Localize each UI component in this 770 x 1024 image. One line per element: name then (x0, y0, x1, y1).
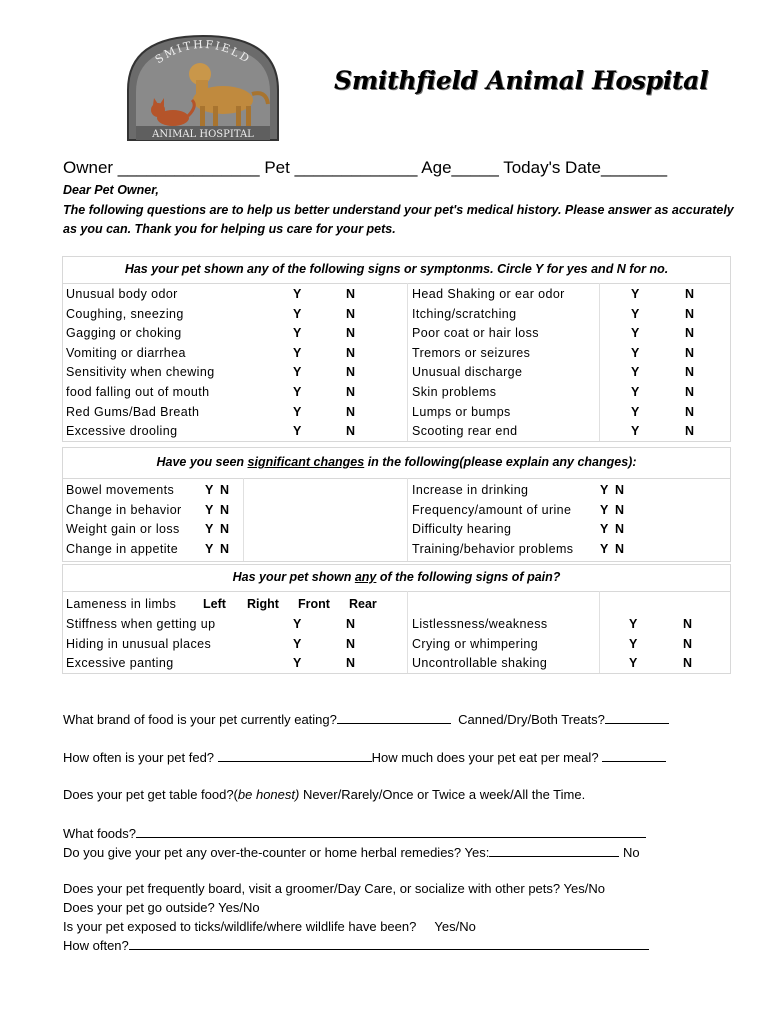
col-front[interactable]: Front (298, 597, 330, 611)
no-option[interactable]: N (346, 656, 356, 671)
no-option[interactable]: N (346, 345, 356, 360)
yes-option[interactable]: Y (631, 345, 640, 360)
symptom-label: Unusual body odor (66, 287, 178, 301)
no-option[interactable]: N (346, 636, 356, 651)
yes-no-option[interactable]: Y N (600, 483, 625, 497)
lameness-label: Lameness in limbs (66, 597, 177, 611)
no-option[interactable]: N (346, 365, 356, 380)
greeting: Dear Pet Owner, (63, 183, 159, 197)
no-option[interactable]: N (685, 287, 695, 301)
yes-option[interactable]: Y (631, 424, 640, 439)
yes-option[interactable]: Y (631, 287, 640, 301)
ticks-question[interactable]: Is your pet exposed to ticks/wildlife/where wildlife have been? Yes/No (63, 919, 476, 934)
yes-option[interactable]: Y (293, 306, 302, 321)
no-option[interactable]: N (685, 424, 695, 439)
yes-option[interactable]: Y (293, 617, 302, 631)
yes-option[interactable]: Y (293, 656, 302, 671)
yes-no-option[interactable]: Y N (600, 542, 625, 557)
no-option[interactable]: N (346, 306, 356, 321)
symptom-label: Gagging or choking (66, 326, 182, 341)
yes-option[interactable]: Y (631, 306, 640, 321)
symptoms-table (62, 256, 731, 442)
pain-label: Listlessness/weakness (412, 617, 548, 631)
remedies-question[interactable]: Do you give your pet any over-the-counter or home herbal remedies? Yes: No (63, 845, 640, 860)
symptom-label: Sensitivity when chewing (66, 365, 215, 380)
yes-option[interactable]: Y (293, 345, 302, 360)
no-option[interactable]: N (346, 404, 356, 419)
intro-text: The following questions are to help us better understand your pet's medical history. Please answer as accurately as you can. Thank you for helping us care for your pets. (63, 203, 734, 236)
yes-option[interactable]: Y (631, 365, 640, 380)
symptom-label: food falling out of mouth (66, 385, 210, 399)
change-label: Increase in drinking (412, 483, 529, 497)
yes-option[interactable]: Y (629, 617, 638, 631)
change-label: Training/behavior problems (412, 542, 574, 557)
change-label: Change in appetite (66, 542, 179, 557)
yes-no-option[interactable]: Y N (205, 542, 230, 557)
yes-option[interactable]: Y (629, 656, 638, 671)
change-label: Frequency/amount of urine (412, 502, 572, 517)
changes-table (62, 447, 731, 562)
pain-label: Hiding in unusual places (66, 636, 212, 651)
no-option[interactable]: N (685, 385, 695, 399)
table-food-question[interactable]: Does your pet get table food?(be honest) Never/Rarely/Once or Twice a week/All the Time. (63, 787, 586, 802)
yes-no-option[interactable]: Y N (205, 483, 230, 497)
col-right[interactable]: Right (247, 597, 279, 611)
yes-no-option[interactable]: Y N (205, 522, 230, 537)
symptom-label: Excessive drooling (66, 424, 178, 439)
no-option[interactable]: N (685, 306, 695, 321)
no-option[interactable]: N (346, 424, 356, 439)
how-often-question[interactable]: How often? (63, 937, 649, 953)
symptom-label: Skin problems (412, 385, 497, 399)
no-option[interactable]: N (346, 385, 356, 399)
yes-option[interactable]: Y (293, 385, 302, 399)
no-option[interactable]: N (346, 326, 356, 341)
symptom-label: Poor coat or hair loss (412, 326, 539, 341)
yes-no-option[interactable]: Y N (600, 502, 625, 517)
yes-option[interactable]: Y (293, 404, 302, 419)
yes-no-option[interactable]: Y N (600, 522, 625, 537)
outside-question[interactable]: Does your pet go outside? Yes/No (63, 900, 260, 915)
change-label: Difficulty hearing (412, 522, 512, 537)
symptom-label: Itching/scratching (412, 306, 517, 321)
pain-heading: Has your pet shown any of the following signs of pain? (63, 565, 730, 592)
no-option[interactable]: N (685, 404, 695, 419)
board-question[interactable]: Does your pet frequently board, visit a groomer/Day Care, or socialize with other pets? Yes/No (63, 881, 605, 896)
col-left[interactable]: Left (203, 597, 226, 611)
symptom-label: Tremors or seizures (412, 345, 531, 360)
page-title: Smithfield Animal Hospital (334, 66, 709, 95)
owner-info-line[interactable]: Owner _______________ Pet _____________ Age_____ Today's Date_______ (63, 158, 668, 177)
pain-label: Excessive panting (66, 656, 174, 671)
pain-table (62, 564, 731, 674)
yes-option[interactable]: Y (631, 326, 640, 341)
no-option[interactable]: N (685, 326, 695, 341)
yes-option[interactable]: Y (631, 385, 640, 399)
symptom-label: Lumps or bumps (412, 404, 511, 419)
yes-option[interactable]: Y (629, 636, 638, 651)
pain-label: Stiffness when getting up (66, 617, 216, 631)
yes-option[interactable]: Y (293, 424, 302, 439)
symptom-label: Red Gums/Bad Breath (66, 404, 200, 419)
symptom-label: Vomiting or diarrhea (66, 345, 186, 360)
feeding-question[interactable]: How often is your pet fed? How much does your pet eat per meal? (63, 749, 666, 765)
yes-no-option[interactable]: Y N (205, 502, 230, 517)
no-option[interactable]: N (683, 617, 693, 631)
symptom-label: Coughing, sneezing (66, 306, 184, 321)
change-label: Change in behavior (66, 502, 182, 517)
yes-option[interactable]: Y (293, 636, 302, 651)
no-option[interactable]: N (683, 636, 693, 651)
yes-option[interactable]: Y (293, 326, 302, 341)
symptom-label: Unusual discharge (412, 365, 523, 380)
change-label: Bowel movements (66, 483, 175, 497)
no-option[interactable]: N (346, 287, 356, 301)
yes-option[interactable]: Y (293, 287, 302, 301)
logo-bottom-text: ANIMAL HOSPITAL (152, 129, 254, 140)
pain-label: Crying or whimpering (412, 636, 539, 651)
changes-heading: Have you seen significant changes in the following(please explain any changes): (63, 448, 730, 479)
no-option[interactable]: N (683, 656, 693, 671)
col-rear[interactable]: Rear (349, 597, 377, 611)
yes-option[interactable]: Y (293, 365, 302, 380)
yes-option[interactable]: Y (631, 404, 640, 419)
food-brand-question[interactable]: What brand of food is your pet currently eating? Canned/Dry/Both Treats? (63, 711, 669, 727)
no-option[interactable]: N (346, 617, 356, 631)
what-foods-question[interactable]: What foods? (63, 825, 646, 841)
change-label: Weight gain or loss (66, 522, 180, 537)
logo-top-text: SMITHFIELD (152, 37, 254, 67)
symptom-label: Scooting rear end (412, 424, 518, 439)
hospital-logo (118, 32, 288, 142)
symptom-label: Head Shaking or ear odor (412, 287, 565, 301)
symptoms-heading: Has your pet shown any of the following signs or symptonms. Circle Y for yes and N for no. (63, 257, 730, 284)
no-option[interactable]: N (685, 365, 695, 380)
no-option[interactable]: N (685, 345, 695, 360)
pain-label: Uncontrollable shaking (412, 656, 548, 671)
